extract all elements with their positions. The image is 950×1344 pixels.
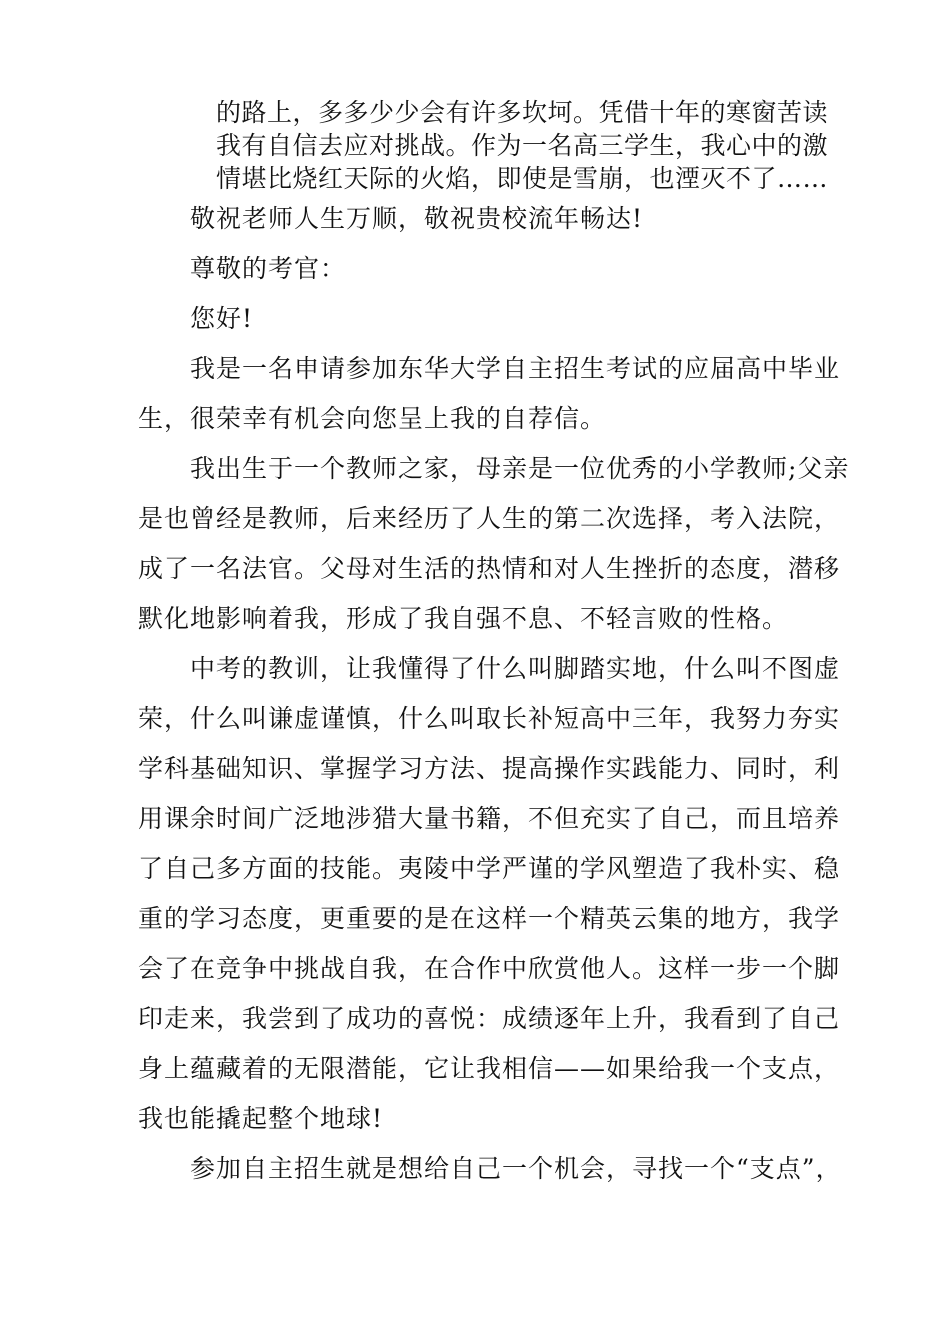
paragraph-line: 重的学习态度，更重要的是在这样一个精英云集的地方，我学 [138,904,841,933]
salutation: 尊敬的考官： [190,254,347,283]
quote-line: 情堪比烧红天际的火焰，即使是雪崩，也湮灭不了…… [216,164,829,193]
paragraph-line: 是也曾经是教师，后来经历了人生的第二次选择，考入法院， [138,504,841,533]
paragraph-line: 学科基础知识、掌握学习方法、提高操作实践能力、同时，利 [138,754,841,783]
paragraph-line: 参加自主招生就是想给自己一个机会，寻找一个“支点”， [190,1154,842,1183]
paragraph-line: 身上蕴藏着的无限潜能，它让我相信——如果给我一个支点， [138,1054,841,1083]
quote-block [216,96,856,195]
paragraph-line: 荣，什么叫谦虚谨慎，什么叫取长补短高中三年，我努力夯实 [138,704,841,733]
quote-line: 的路上，多多少少会有许多坎坷。凭借十年的寒窗苦读 [216,98,829,127]
paragraph-line: 默化地影响着我，形成了我自强不息、不轻言败的性格。 [138,604,789,633]
paragraph-line: 了自己多方面的技能。夷陵中学严谨的学风塑造了我朴实、稳 [138,854,841,883]
paragraph-line: 中考的教训，让我懂得了什么叫脚踏实地，什么叫不图虚 [190,654,841,683]
greeting: 您好! [190,304,254,333]
paragraph-line: 生，很荣幸有机会向您呈上我的自荐信。 [138,404,607,433]
paragraph-line: 成了一名法官。父母对生活的热情和对人生挫折的态度，潜移 [138,554,841,583]
paragraph-line: 我是一名申请参加东华大学自主招生考试的应届高中毕业 [190,354,841,383]
closing-wishes: 敬祝老师人生万顺，敬祝贵校流年畅达! [190,204,644,233]
paragraph-line: 印走来，我尝到了成功的喜悦：成绩逐年上升，我看到了自己 [138,1004,841,1033]
paragraph-line: 我出生于一个教师之家，母亲是一位优秀的小学教师;父亲 [190,454,850,483]
paragraph-line: 我也能撬起整个地球! [138,1104,384,1133]
quote-line: 我有自信去应对挑战。作为一名高三学生，我心中的激 [216,131,829,160]
paragraph-line: 会了在竞争中挑战自我，在合作中欣赏他人。这样一步一个脚 [138,954,841,983]
paragraph-line: 用课余时间广泛地涉猎大量书籍，不但充实了自己，而且培养 [138,804,841,833]
